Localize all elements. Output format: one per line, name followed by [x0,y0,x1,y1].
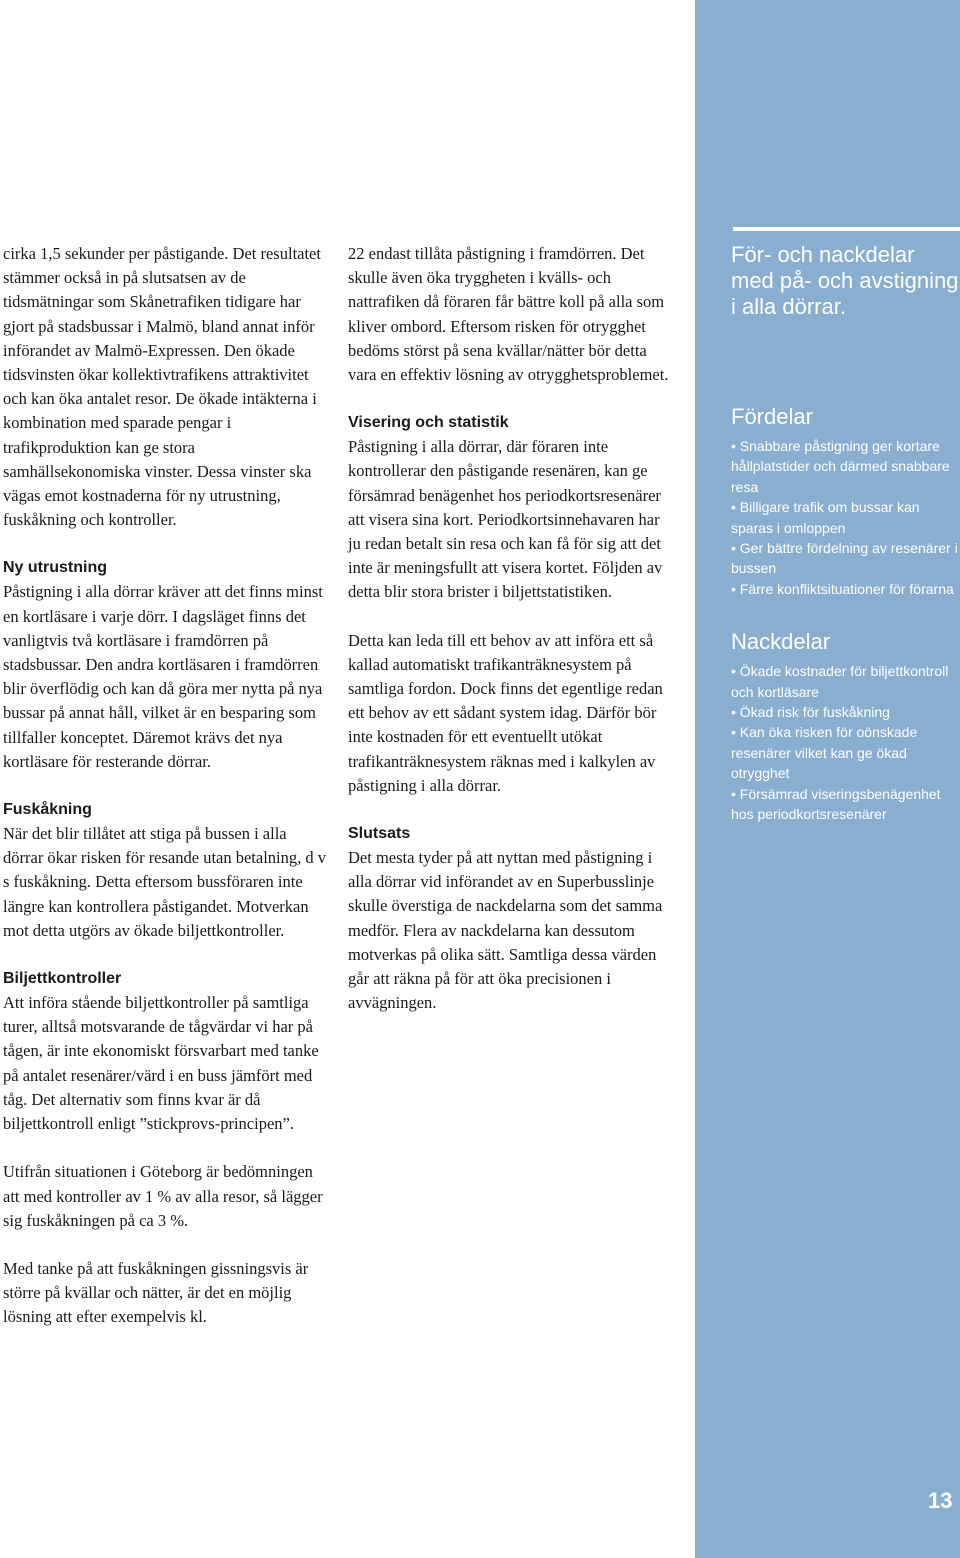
text-column-middle [348,242,673,1015]
fordelar-heading: Fördelar [731,404,813,429]
paragraph-slutsats: Det mesta tyder på att nyttan med påstigning i alla dörrar vid införandet av en Superbusslinje skulle överstiga de nackdelarna som det samma medför. Flera av nackdelarna kan dessutom motverkas på olika sätt. Samtliga dessa värden går att räkna på för att öka precisionen i avvägningen. [348,848,663,1013]
sidebar-content [731,242,959,825]
paragraph-ny-utrustning: Påstigning i alla dörrar kräver att det finns minst en kortläsare i varje dörr. I dagsläget finns det vanligtvis två kortläsare i framdörren på stadsbussar. Den andra kortläsaren i framdörren blir överflödig och kan då göra mer nytta på nya bussar på annat håll, vilket är en besparing som tillfaller konceptet. Däremot krävs det nya kortläsare för resterande dörrar. [3,582,323,771]
text-column-left [3,242,328,1330]
paragraph-trafikantrakning: Detta kan leda till ett behov av att införa ett så kallad automatiskt trafikanträknesystem på samtliga fordon. Dock finns det egentlige redan ett behov av ett sådant system idag. Därför bör inte kostnaden för ett eventuellt utökat trafikanträknesystem räknas med i kalkylen av påstigning i alla dörrar. [348,630,663,795]
heading-slutsats: Slutsats [348,825,411,843]
paragraph-biljettkontroller: Att införa stående biljettkontroller på samtliga turer, alltså motsvarande de tågvärdar vi har på tågen, är inte ekonomiskt försvarbart med tanke på antalet resenärer/värd i en buss jämfört med tåg. Det alternativ som finns kvar är då biljettkontroll enligt ”stickprovs-principen”. [3,993,319,1134]
paragraph-goteborg: Utifrån situationen i Göteborg är bedömningen att med kontroller av 1 % av alla resor, så lägger sig fuskåkningen på ca 3 %. [3,1162,323,1230]
paragraph-visering: Påstigning i alla dörrar, där föraren inte kontrollerar den påstigande resenären, kan ge försämrad benägenhet hos periodkortsresenärer att visera sina kort. Periodkortsinnehavaren har ju redan betalt sin resa och kan få för sig att det inte är meningsfullt att visera kortet. Följden av detta blir stora brister i biljettstatistiken. [348,437,663,602]
heading-visering: Visering och statistik [348,414,509,432]
nackdelar-list [731,661,959,824]
sidebar-title: För- och nackdelar med på- och avstigning i alla dörrar. [731,242,959,319]
list-item: • Snabbare påstigning ger kortare hållplatstider och därmed snabbare resa [731,436,959,497]
heading-biljettkontroller: Biljettkontroller [3,970,122,988]
paragraph-kvallar: Med tanke på att fuskåkningen gissningsvis är större på kvällar och nätter, är det en möjlig lösning att efter exempelvis kl. [3,1258,309,1327]
list-item: • Ger bättre fördelning av resenärer i bussen [731,538,959,579]
list-item: • Billigare trafik om bussar kan sparas i omloppen [731,497,959,538]
paragraph-framdorren: 22 endast tillåta påstigning i framdörren. Det skulle även öka tryggheten i kvälls- och nattrafiken då föraren får bättre koll på alla som kliver ombord. Eftersom risken för otrygghet bedöms störst på sena kvällar/nätter bör detta vara en effektiv lösning av otrygghetsproblemet. [348,244,669,385]
fordelar-list [731,436,959,599]
list-item: • Ökad risk för fuskåkning [731,702,959,722]
heading-fuskakning: Fuskåkning [3,801,92,819]
list-item: • Försämrad viseringsbenägenhet hos periodkortsresenärer [731,784,959,825]
list-item: • Färre konfliktsituationer för förarna [731,579,959,599]
paragraph-intro: cirka 1,5 sekunder per påstigande. Det resultatet stämmer också in på slutsatsen av de tidsmätningar som Skånetrafiken tidigare har gjort på stadsbussar i Malmö, bland annat inför införandet av Malmö-Expressen. Den ökade tidsvinsten ökar kollektivtrafikens attraktivitet och kan öka antalet resor. De ökade intäkterna i kombination med sparade pengar i trafikproduktion kan ge stora samhällsekonomiska vinster. Dessa vinster ska vägas emot kostnaderna för ny utrustning, fuskåkning och kontroller. [3,244,321,530]
nackdelar-heading: Nackdelar [731,629,831,655]
sidebar-divider [733,227,960,231]
page-number: 13 [928,1488,953,1513]
paragraph-fuskakning: När det blir tillåtet att stiga på bussen i alla dörrar ökar risken för resande utan betalning, d v s fuskåkning. Detta eftersom bussföraren inte längre kan kontrollera påstigandet. Motverkan mot detta utgörs av ökade biljettkontroller. [3,824,327,940]
heading-ny-utrustning: Ny utrustning [3,559,107,577]
list-item: • Kan öka risken för oönskade resenärer vilket kan ge ökad otrygghet [731,722,959,783]
list-item: • Ökade kostnader för biljettkontroll och kortläsare [731,661,959,702]
